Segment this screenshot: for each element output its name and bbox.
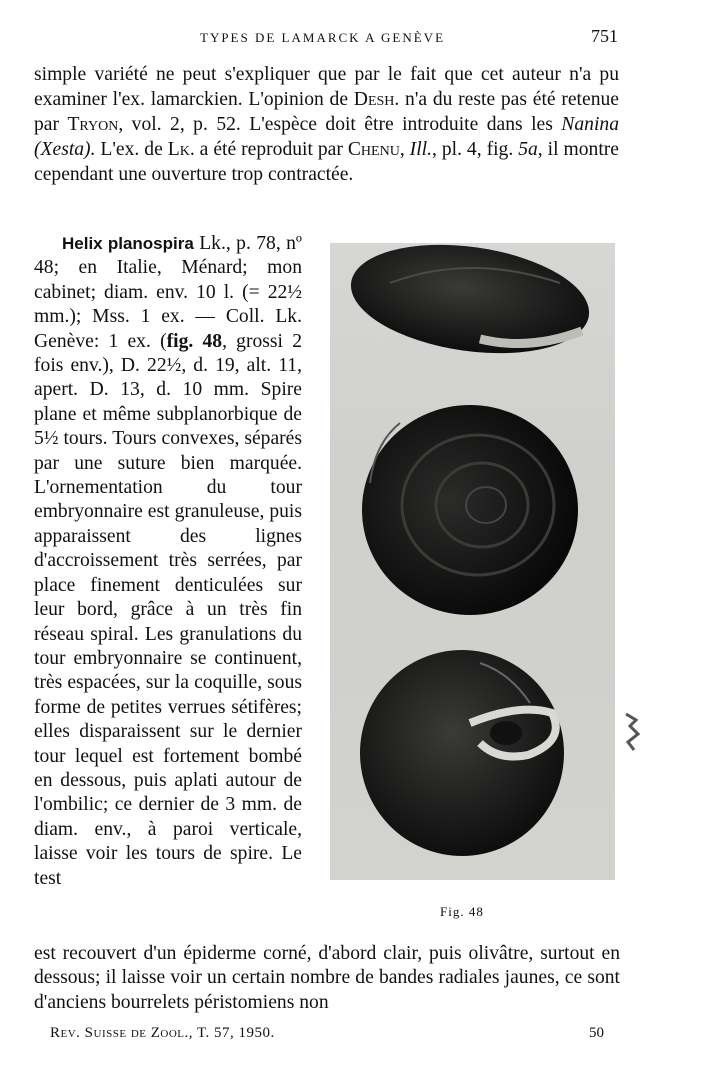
intro-text-3: , vol. 2, p. 52. L'espèce doit être introduite dans les: [118, 114, 562, 135]
print-smudge: [622, 712, 642, 757]
continuation-paragraph: [34, 942, 620, 1015]
description-text-1: Lk., p. 78, nº 48; en Italie, Ménard; mon cabinet; diam. env. 10 l. (= 22½ mm.); Mss. 1 ex. — Coll. Lk. Genève: 1 ex. (: [34, 233, 302, 352]
description-text-2: , grossi 2 fois env.), D. 22½, d. 19, alt. 11, apert. D. 13, d. 10 mm. Spire plane et même subplanorbique de 5½ tours. Tours convexes, séparés par une suture bien marquée. L'ornementation du tour embryonnaire est granuleuse, puis apparaissent des lignes d'accroissement très serrées, par place finement denticulées sur leur bord, grâce à un très fin réseau spiral. Les granulations du tour embryonnaire se continuent, très espacées, sur la coquille, sous forme de petites verrues sétifères; elles disparaissent sur le dernier tour lequel est fortement bombé en dessous, puis aplati autour de l'ombilic; ce dernier de 3 mm. de diam. env., à paroi verticale, laisse voir les tours de spire. Le test: [34, 330, 302, 889]
signature-number: 50: [589, 1025, 604, 1041]
genus-nanina: Nanina (Xesta).: [34, 114, 619, 160]
intro-text-1: simple variété ne peut s'expliquer que par le fait que cet auteur n'a pu examiner l'ex. lamarckien. L'opinion de: [34, 64, 619, 110]
ref-fig5a: 5a: [518, 139, 538, 160]
intro-paragraph: [34, 62, 619, 187]
shell-photographs: [330, 243, 615, 880]
intro-text-8: , il montre cependant une ouverture trop contractée.: [34, 139, 619, 185]
shell-side-view: [344, 243, 596, 367]
journal-citation: Rev. Suisse de Zool., T. 57, 1950.: [50, 1025, 275, 1041]
figure-caption: Fig. 48: [440, 904, 484, 919]
author-lk: Lk.: [167, 139, 195, 160]
species-name: Helix planospira: [62, 234, 194, 253]
intro-text-4: L'ex. de: [95, 139, 168, 160]
ref-ill: Ill.: [409, 139, 432, 160]
intro-text-5: a été reproduit par: [194, 139, 348, 160]
shell-bottom-view: [360, 650, 564, 856]
page-header: [0, 24, 718, 52]
intro-text-2: n'a du reste pas été retenue par: [34, 89, 619, 135]
running-head: TYPES DE LAMARCK A GENÈVE: [200, 30, 446, 45]
author-desh: Desh.: [353, 89, 400, 110]
continuation-text: est recouvert d'un épiderme corné, d'abord clair, puis olivâtre, surtout en dessous; il laisse voir un certain nombre de bandes radiales jaunes, ce sont d'anciens bourrelets péristomiens non: [34, 943, 620, 1013]
shell-photograph-plate: [330, 243, 615, 880]
intro-text-7: , pl. 4, fig.: [431, 139, 519, 160]
species-description: [34, 232, 302, 891]
author-tryon: Tryon: [67, 114, 119, 135]
figure-reference: fig. 48: [166, 330, 223, 352]
intro-text-6: ,: [399, 139, 410, 160]
page-number: 751: [591, 26, 618, 46]
shell-top-view: [362, 405, 578, 615]
author-chenu: Chenu: [347, 139, 400, 160]
